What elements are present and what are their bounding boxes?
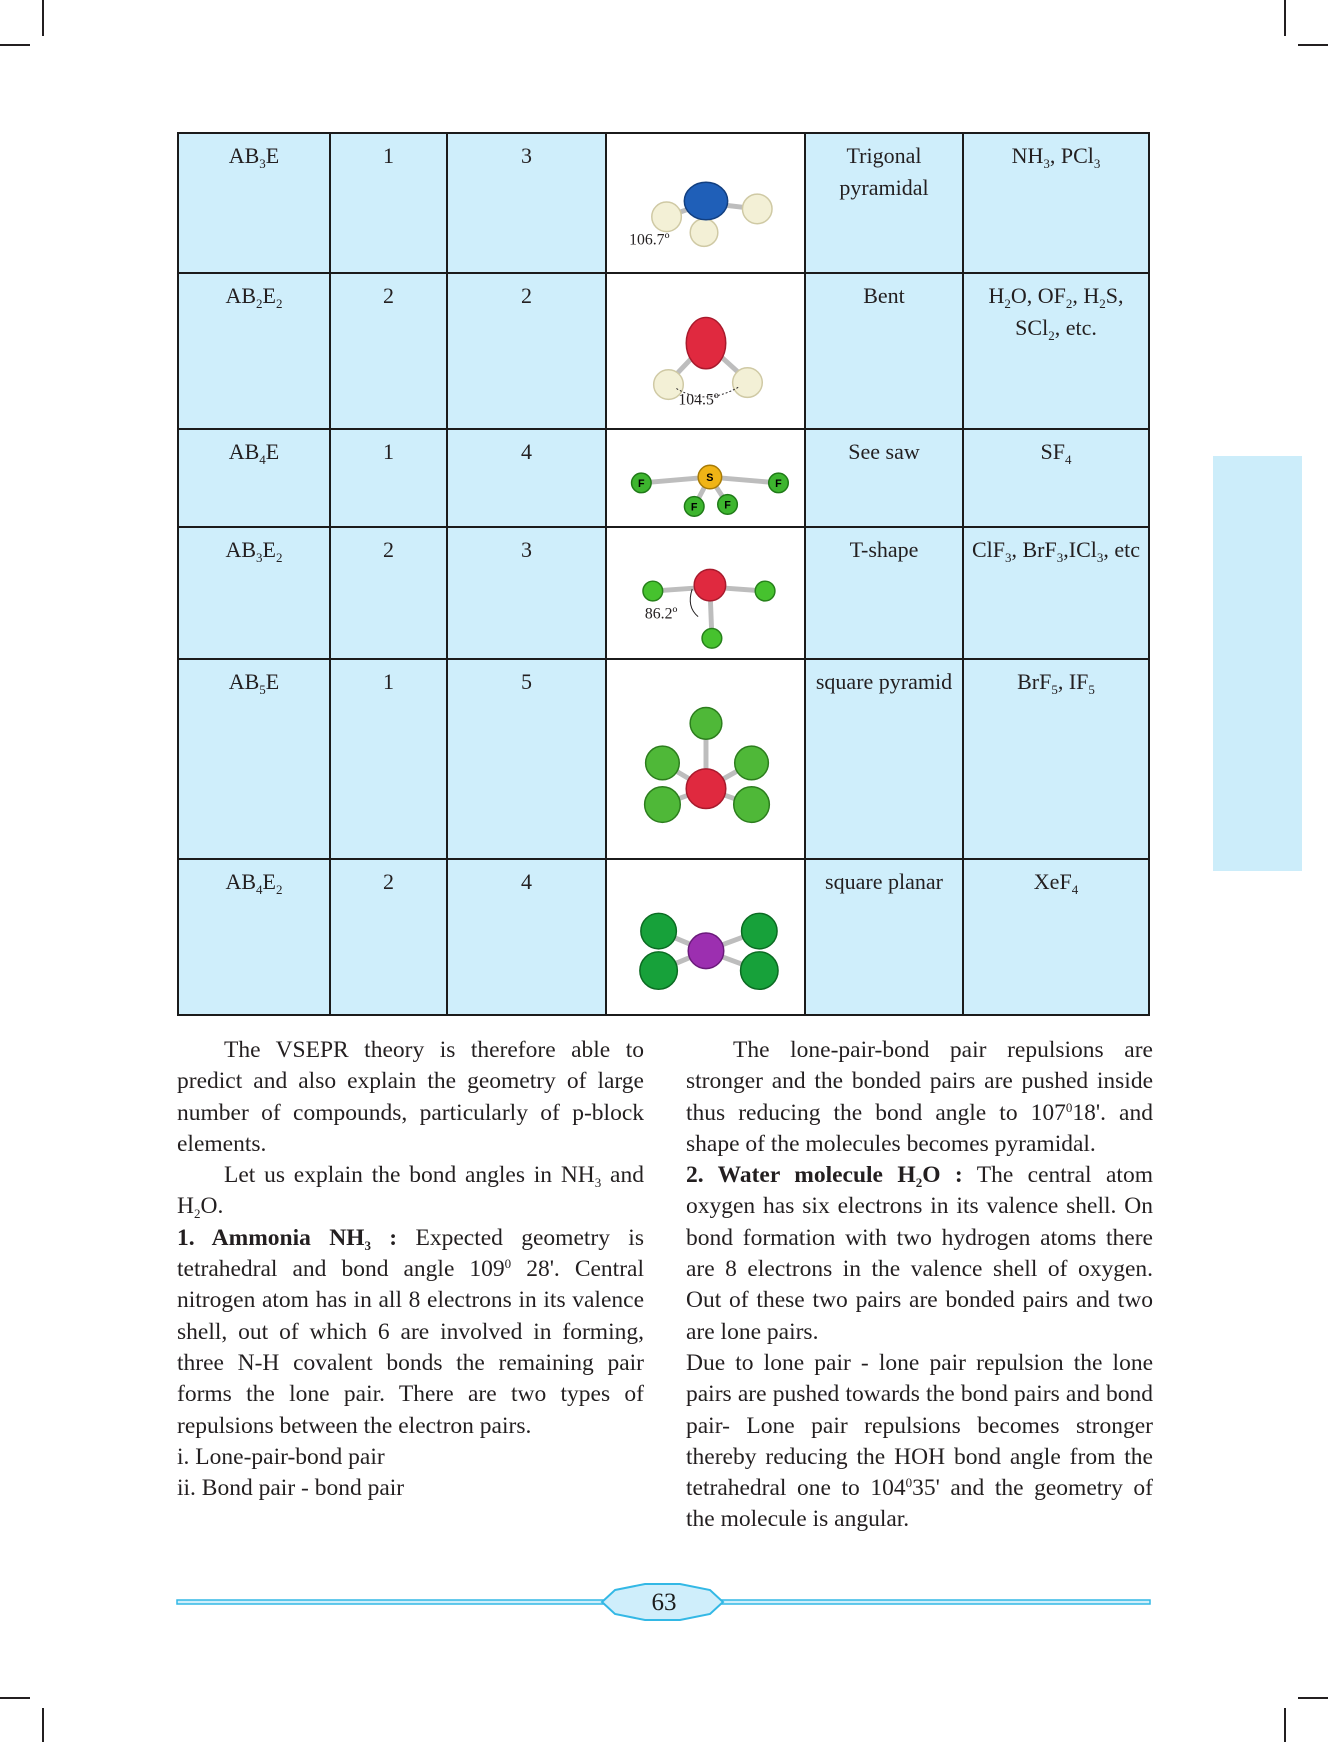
crop-mark xyxy=(1298,1697,1328,1699)
lone-pair-cell: 2 xyxy=(330,273,447,429)
atom-label: F xyxy=(724,499,731,512)
list-item: ii. Bond pair - bond pair xyxy=(177,1475,405,1502)
paragraph-lone-pair-repulsion: The lone-pair-bond pair repulsions are stronger and the bonded pairs are pushed inside thus reducing the bond angle to $107^018'$. and shape of the molecules becomes pyramidal. xyxy=(686,1037,1153,1157)
bond-pair-cell: 3 xyxy=(447,527,606,659)
atom-label: S xyxy=(706,471,714,484)
bond-pair-cell: 4 xyxy=(447,859,606,1015)
bond-pair-cell: 2 xyxy=(447,273,606,429)
model-cell xyxy=(606,429,805,527)
shape-cell: See saw xyxy=(805,429,963,527)
side-tab xyxy=(1213,456,1302,871)
formula-cell: $AB_3E_2$ xyxy=(178,527,330,659)
formula-cell: $AB_2E_2$ xyxy=(178,273,330,429)
bond-angle-label: 106.7º xyxy=(629,231,670,249)
page-number: 63 xyxy=(651,1589,677,1616)
crop-mark xyxy=(42,1708,44,1742)
vsepr-table xyxy=(177,132,1150,1016)
bond-angle-label: 86.2º xyxy=(644,605,678,623)
model-cell xyxy=(606,859,805,1015)
bent-model xyxy=(607,274,804,428)
crop-mark xyxy=(0,1697,30,1699)
left-column xyxy=(177,1035,644,1504)
shape-cell: Bent xyxy=(805,273,963,429)
bond-pair-cell: 3 xyxy=(447,133,606,273)
bond-pair-cell: 5 xyxy=(447,659,606,859)
formula-cell: $AB_5E$ xyxy=(178,659,330,859)
bond-angle-label: 104.5º xyxy=(678,391,719,409)
examples-cell: ClF$_3$, BrF$_3$,ICl$_3$, etc xyxy=(963,527,1149,659)
table-row xyxy=(178,527,1149,659)
square-planar-model xyxy=(607,860,804,1014)
see-saw-model xyxy=(607,430,804,526)
crop-mark xyxy=(0,44,30,46)
atom-label: F xyxy=(690,501,698,514)
crop-mark xyxy=(42,0,44,36)
formula-cell: $AB_4E$ xyxy=(178,429,330,527)
shape-cell: T-shape xyxy=(805,527,963,659)
formula-cell: $AB_3E$ xyxy=(178,133,330,273)
lone-pair-cell: 1 xyxy=(330,133,447,273)
table-row xyxy=(178,273,1149,429)
shape-cell: Trigonal pyramidal xyxy=(805,133,963,273)
examples-cell: $SF_4$ xyxy=(963,429,1149,527)
model-cell xyxy=(606,527,805,659)
shape-cell: square planar xyxy=(805,859,963,1015)
model-cell xyxy=(606,133,805,273)
lone-pair-cell: 1 xyxy=(330,429,447,527)
paragraph-water-angle: Due to lone pair - lone pair repulsion the lone pairs are pushed towards the bond pairs and bond pair- Lone pair repulsions becomes stronger thereby reducing the HOH bond angle from the tetrahedral one to $104^035'$ and the geometry of the molecule is angular. xyxy=(686,1349,1154,1533)
lone-pair-cell: 1 xyxy=(330,659,447,859)
examples-cell: $NH_3$, PCl$_3$ xyxy=(963,133,1149,273)
atom-label: F xyxy=(638,477,645,490)
right-column xyxy=(686,1035,1153,1536)
t-shape-model xyxy=(607,528,804,658)
lone-pair-cell: 2 xyxy=(330,859,447,1015)
model-cell xyxy=(606,273,805,429)
paragraph-ammonia: 1. Ammonia $NH_3$ : Expected geometry is tetrahedral and bond angle $109^0$ 28'. Central nitrogen atom has in all 8 electrons in its valence shell, out of which 6 are involved in forming, three N-H covalent bonds the remaining pair forms the lone pair. There are two types of repulsions between the electron pairs. xyxy=(177,1224,644,1439)
crop-mark xyxy=(1284,0,1286,36)
list-item: i. Lone-pair-bond pair xyxy=(177,1443,385,1470)
formula-cell: $AB_4E_2$ xyxy=(178,859,330,1015)
paragraph-water: 2. Water molecule $H_2O$ : The central atom oxygen has six electrons in its valence shell. On bond formation with two hydrogen atoms there are 8 electrons in the valence shell of oxygen. Out of these two pairs are bonded pairs and two are lone pairs. xyxy=(686,1162,1153,1345)
crop-mark xyxy=(1298,44,1328,46)
paragraph-bond-angles: Let us explain the bond angles in $NH_3$ and $H_2O$. xyxy=(177,1162,644,1222)
examples-cell: BrF$_5$, $IF_5$ xyxy=(963,659,1149,859)
examples-cell: XeF$_4$ xyxy=(963,859,1149,1015)
bond-pair-cell: 4 xyxy=(447,429,606,527)
table-row xyxy=(178,659,1149,859)
table-row xyxy=(178,133,1149,273)
paragraph-vsepr-intro: The VSEPR theory is therefore able to predict and also explain the geometry of large number of compounds, particularly of p-block elements. xyxy=(177,1037,644,1157)
atom-label: F xyxy=(775,477,782,490)
square-pyramid-model xyxy=(607,660,804,858)
shape-cell: square pyramid xyxy=(805,659,963,859)
model-cell xyxy=(606,659,805,859)
trigonal-pyramidal-model xyxy=(607,134,804,272)
examples-cell: $H_2O$, $OF_2$, $H_2S$, SCl$_2$, etc. xyxy=(963,273,1149,429)
lone-pair-cell: 2 xyxy=(330,527,447,659)
crop-mark xyxy=(1284,1708,1286,1742)
table-row xyxy=(178,429,1149,527)
table-row xyxy=(178,859,1149,1015)
